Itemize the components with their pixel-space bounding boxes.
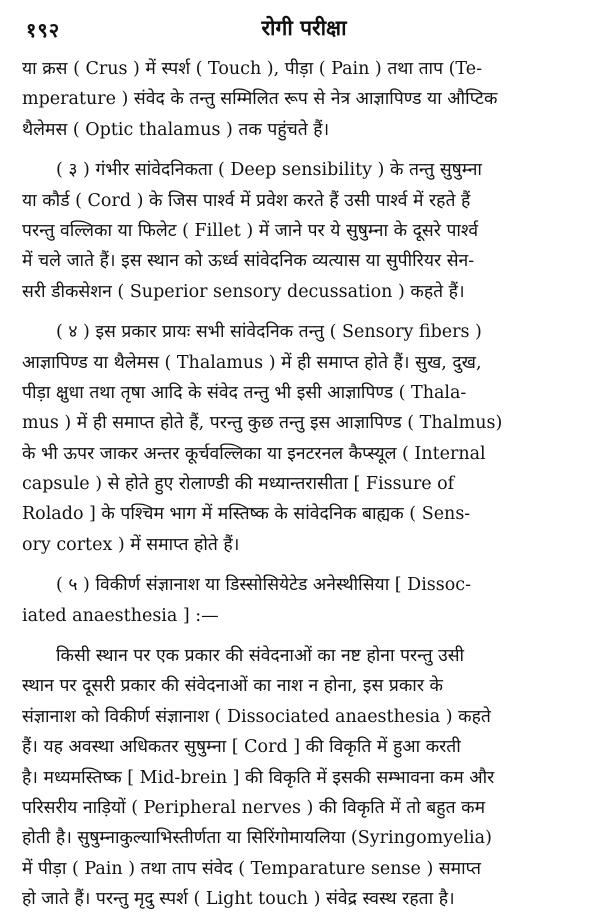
text-line: स्थान पर दूसरी प्रकार की संवेदनाओं का नाश न होना, इस प्रकार के [22,676,444,697]
text-line: परन्तु वल्लिका या फिलेट ( Fillet ) में जाने पर ये सुषुम्ना के दूसरे पार्श्व [22,220,479,241]
paragraph-2-deep-sensibility [22,155,586,307]
paragraph-4-dissociated-heading [22,570,586,631]
text-line: capsule ) से होते हुए रोलाण्डी की मध्यान्तरासीता [ Fissure of [22,474,455,495]
text-line: थैलेमस ( Optic thalamus ) तक पहुंचते हैं। [22,119,330,140]
text-line: हैं। यह अवस्था अधिकतर सुषुम्ना [ Cord ] की विकृति में हुआ करती [22,737,461,758]
text-line: होती है। सुषुम्नाकुल्याभिस्तीर्णता या सिरिंगोमायलिया (Syringomyelia) [22,828,492,849]
paragraph-5-dissociated-body [22,641,586,915]
text-line: परिसरीय नाड़ियों ( Peripheral nerves ) की विकृति में तो बहुत कम [22,797,486,818]
text-line: है। मध्यमस्तिष्क [ Mid-brein ] की विकृति में इसकी सम्भावना कम और [22,767,495,788]
text-line: सरी डीकसेशन ( Superior sensory decussation ) कहते हैं। [22,281,465,302]
text-line: में चले जाते हैं। इस स्थान को ऊर्ध्व सांवेदनिक व्यत्यास या सुपीरियर सेन- [22,251,475,272]
text-line: iated anaesthesia ] :— [22,605,219,626]
text-line: में पीड़ा ( Pain ) तथा ताप संवेद ( Temparature sense ) समाप्त [22,858,482,879]
text-line: पीड़ा क्षुधा तथा तृषा आदि के संवेद तन्तु भी इसी आज्ञापिण्ड ( Thala- [22,382,467,403]
text-line: mperature ) संवेद के तन्तु सम्मिलित रूप से नेत्र आज्ञापिण्ड या औप्टिक [22,89,498,110]
text-line: mus ) में ही समाप्त होते हैं, परन्तु कुछ तन्तु इस आज्ञापिण्ड ( Thalmus) [22,413,503,434]
paragraph-3-sensory-fibers [22,317,586,560]
text-line: ( ४ ) इस प्रकार प्रायः सभी सांवेदनिक तन्तु ( Sensory fibers ) [56,322,482,343]
text-line: Rolado ] के पश्चिम भाग में मस्तिष्क के सांवेदनिक बाह्यक ( Sens- [22,504,471,525]
running-title: रोगी परीक्षा [261,15,347,40]
text-line: के भी ऊपर जाकर अन्तर कूर्चवल्लिका या इनटरनल कैप्स्यूल ( Internal [22,443,486,464]
text-line: संज्ञानाश को विकीर्ण संज्ञानाश ( Dissociated anaesthesia ) कहते [22,706,491,727]
page-header [22,6,586,54]
text-line: ory cortex ) में समाप्त होते हैं। [22,534,240,555]
text-line: आज्ञापिण्ड या थैलेमस ( Thalamus ) में ही समाप्त होते हैं। सुख, दुख, [22,352,482,373]
text-line: या कौर्ड ( Cord ) के जिस पार्श्व में प्रवेश करते हैं उसी पार्श्व में रहते हैं [22,190,471,211]
text-line: किसी स्थान पर एक प्रकार की संवेदनाओं का नष्ट होना परन्तु उसी [56,646,465,667]
paragraph-1 [22,54,586,145]
page-number: १९२ [26,18,61,42]
text-line: हो जाते हैं। परन्तु मृदु स्पर्श ( Light touch ) संवेद्र स्वस्थ रहता है। [22,889,455,910]
text-line: या क्रस ( Crus ) में स्पर्श ( Touch ), पीड़ा ( Pain ) तथा ताप (Te- [22,59,482,79]
text-line: ( ३ ) गंभीर सांवेदनिकता ( Deep sensibility ) के तन्तु सुषुम्ना [56,160,482,181]
text-line: ( ५ ) विकीर्ण संज्ञानाश या डिस्सोसियेटेड अनेस्थीसिया [ Dissoc- [56,575,472,596]
